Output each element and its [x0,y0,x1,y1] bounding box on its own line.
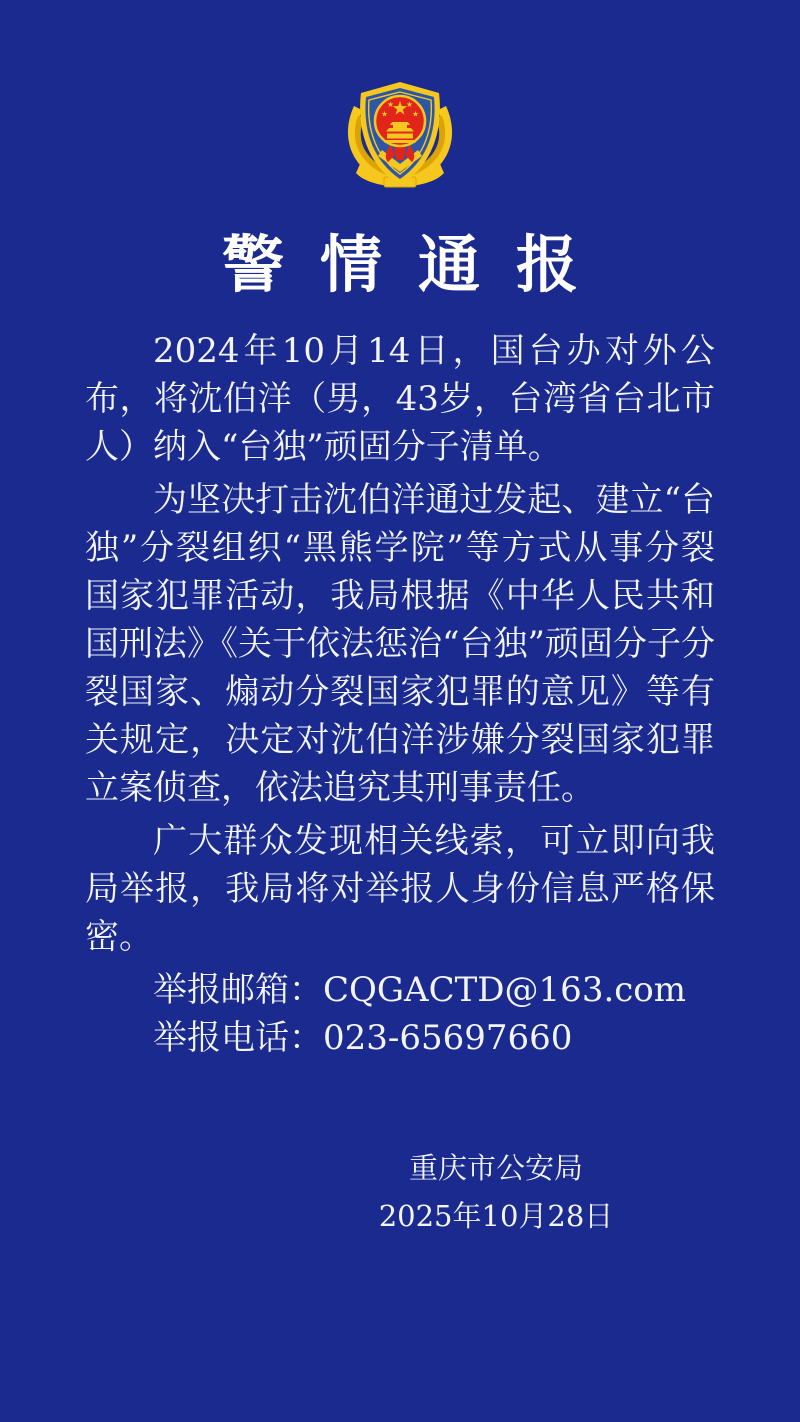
police-emblem [0,72,800,192]
report-email-label: 举报邮箱： [153,970,323,1010]
report-phone-label: 举报电话： [153,1018,323,1058]
report-phone-line [85,1014,715,1062]
report-email-line [85,966,715,1014]
notice-paragraph-1: 2024年10月14日，国台办对外公布，将沈伯洋（男，43岁，台湾省台北市人）纳入“台独”顽固分子清单。 [85,331,715,467]
china-police-badge-icon [338,72,462,192]
report-phone-value: 023-65697660 [323,1018,573,1058]
notice-paragraph-2: 为坚决打击沈伯洋通过发起、建立“台独”分裂组织“黑熊学院”等方式从事分裂国家犯罪活动，我局根据《中华人民共和国刑法》《关于依法惩治“台独”顽固分子分裂国家、煽动分裂国家犯罪的意见》等有关规定，决定对沈伯洋涉嫌分裂国家犯罪立案侦查，依法追究其刑事责任。 [85,480,715,808]
notice-title: 警情通报 [221,228,614,301]
signature-date: 2025年10月28日 [378,1199,614,1233]
signature-block [296,1144,696,1240]
signature-agency: 重庆市公安局 [408,1151,583,1185]
notice-paragraph-3: 广大群众发现相关线索，可立即向我局举报，我局将对举报人身份信息严格保密。 [85,821,715,957]
notice-body [85,327,715,1062]
report-email-value: CQGACTD@163.com [323,970,687,1010]
